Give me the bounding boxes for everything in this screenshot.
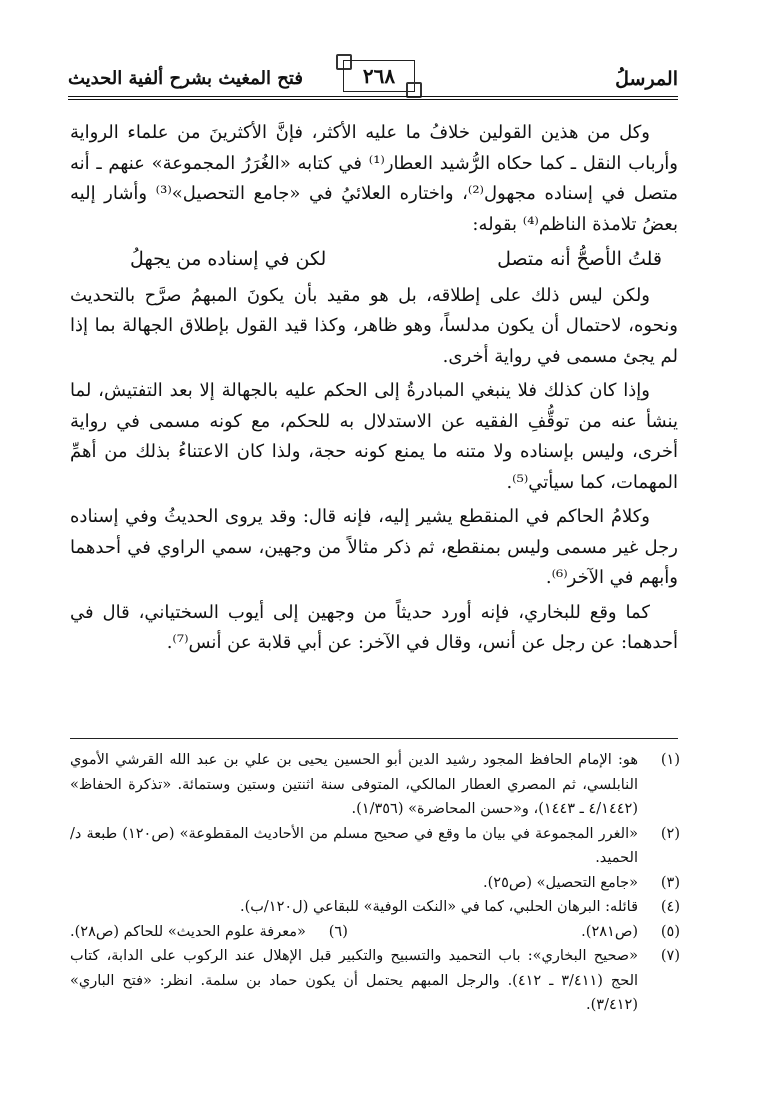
- footnote-number: (٥): [660, 923, 680, 940]
- paragraph: ولكن ليس ذلك على إطلاقه، بل هو مقيد بأن يكونَ المبهمُ صرَّح بالتحديث ونحوه، لاحتمال أن يكون مدلساً، وهو ظاهر، وكذا قيد القول بإطلاق الجهالة بما إذا لم يجئ مسمى في رواية أخرى.: [70, 284, 678, 367]
- footnotes: [70, 748, 680, 1018]
- footnote-text: «جامع التحصيل» (ص٢٥).: [483, 874, 638, 891]
- footnote: [70, 871, 680, 896]
- paragraph: وكل من هذين القولين خلافُ ما عليه الأكثر، فإنَّ الأكثرينَ من علماء الرواية وأرباب النقل ـ كما حكاه الرُّشيد العطار⁽¹⁾ في كتابه «الغُرَرُ المجموعة» عنهم ـ أنه متصل في إسناده مجهول⁽²⁾، واختاره العلائيُ في «جامع التحصيل»⁽³⁾ وأشار إليه بعضُ تلامذة الناظم⁽⁴⁾ بقوله:: [70, 122, 679, 235]
- chapter-title: المرسلُ: [615, 68, 678, 90]
- running-header: [68, 56, 678, 100]
- footnote: [70, 895, 680, 920]
- paragraph: وإذا كان كذلك فلا ينبغي المبادرةُ إلى الحكم عليه بالجهالة إلا بعد التفتيش، لما ينشأ عنه من توقُّفِ الفقيه عن الاستدلال به للحكم، مع كونه مسمى في رواية أخرى، وليس بإسناده ولا متنه ما يمنع كونه حجة، ولذا كان الاعتناءُ بذلك من أهمِّ المهمات، كما سيأتي⁽⁵⁾.: [70, 380, 678, 493]
- footnote-text: (ص٢٨١).: [581, 923, 638, 940]
- footnote-pair: [70, 920, 680, 945]
- footnote: [70, 944, 680, 1018]
- header-rule: [68, 96, 678, 97]
- footnote-number: (١): [660, 752, 680, 768]
- footnote-text: «معرفة علوم الحديث» للحاكم (ص٢٨).: [70, 923, 306, 940]
- footnote: [70, 920, 348, 945]
- footnote-number: (٣): [660, 874, 680, 891]
- book-title: فتح المغيث بشرح ألفية الحديث: [68, 68, 303, 89]
- paragraph: وكلامُ الحاكم في المنقطع يشير إليه، فإنه قال: وقد يروى الحديثُ وفي إسناده رجل غير مسمى وليس بمنقطع، ثم ذكر مثالاً من وجهين، سمي الراوي في أحدهما وأبهم في الآخر⁽⁶⁾.: [70, 506, 678, 588]
- footnote: [70, 822, 680, 871]
- footnote-text: قائله: البرهان الحلبي، كما في «النكت الوفية» للبقاعي (ل١٢٠/ب).: [239, 899, 638, 915]
- verse-right-hemistich: قلتُ الأصحُّ أنه متصل: [497, 248, 662, 270]
- page-number: ٢٦٨: [343, 60, 415, 92]
- header-rule: [68, 99, 678, 100]
- footnote: [581, 920, 680, 945]
- main-text: [70, 118, 678, 663]
- verse-left-hemistich: لكن في إسناده من يجهلُ: [130, 248, 327, 270]
- footnote-text: «الغرر المجموعة في بيان ما وقع في صحيح مسلم من الأحاديث المقطوعة» (ص١٢٠) طبعة د/ الحميد.: [70, 825, 638, 866]
- footnote-separator: [70, 738, 678, 739]
- paragraph: كما وقع للبخاري، فإنه أورد حديثاً من وجهين إلى أيوب السختياني، قال في أحدهما: عن رجل عن أنس، وقال في الآخر: عن أبي قلابة عن أنس⁽⁷⁾.: [70, 601, 678, 653]
- footnote-text: هو: الإمام الحافظ المجود رشيد الدين أبو الحسين يحيى بن علي بن عبد الله القرشي الأموي النابلسي، ثم المصري العطار المالكي، المتوفى سنة اثنتين وستين وستمائة. «تذكرة الحفاظ» (٤/١٤٤٢ ـ ١٤٤٣)، و«حسن المحاضرة» (١/٣٥٦).: [70, 752, 638, 817]
- footnote: [70, 748, 680, 822]
- footnote-number: (٦): [328, 923, 348, 940]
- footnote-text: «صحيح البخاري»: باب التحميد والتسبيح والتكبير قبل الإهلال عند الركوب على الدابة، كتاب الحج (٣/٤١١ ـ ٤١٢). والرجل المبهم يحتمل أن يكون حماد بن سلمة. انظر: «فتح الباري» (٣/٤١٢).: [70, 948, 639, 1013]
- footnote-number: (٢): [660, 825, 680, 842]
- poem-verse: [130, 244, 662, 275]
- footnote-number: (٤): [660, 899, 680, 915]
- footnote-number: (٧): [660, 948, 680, 964]
